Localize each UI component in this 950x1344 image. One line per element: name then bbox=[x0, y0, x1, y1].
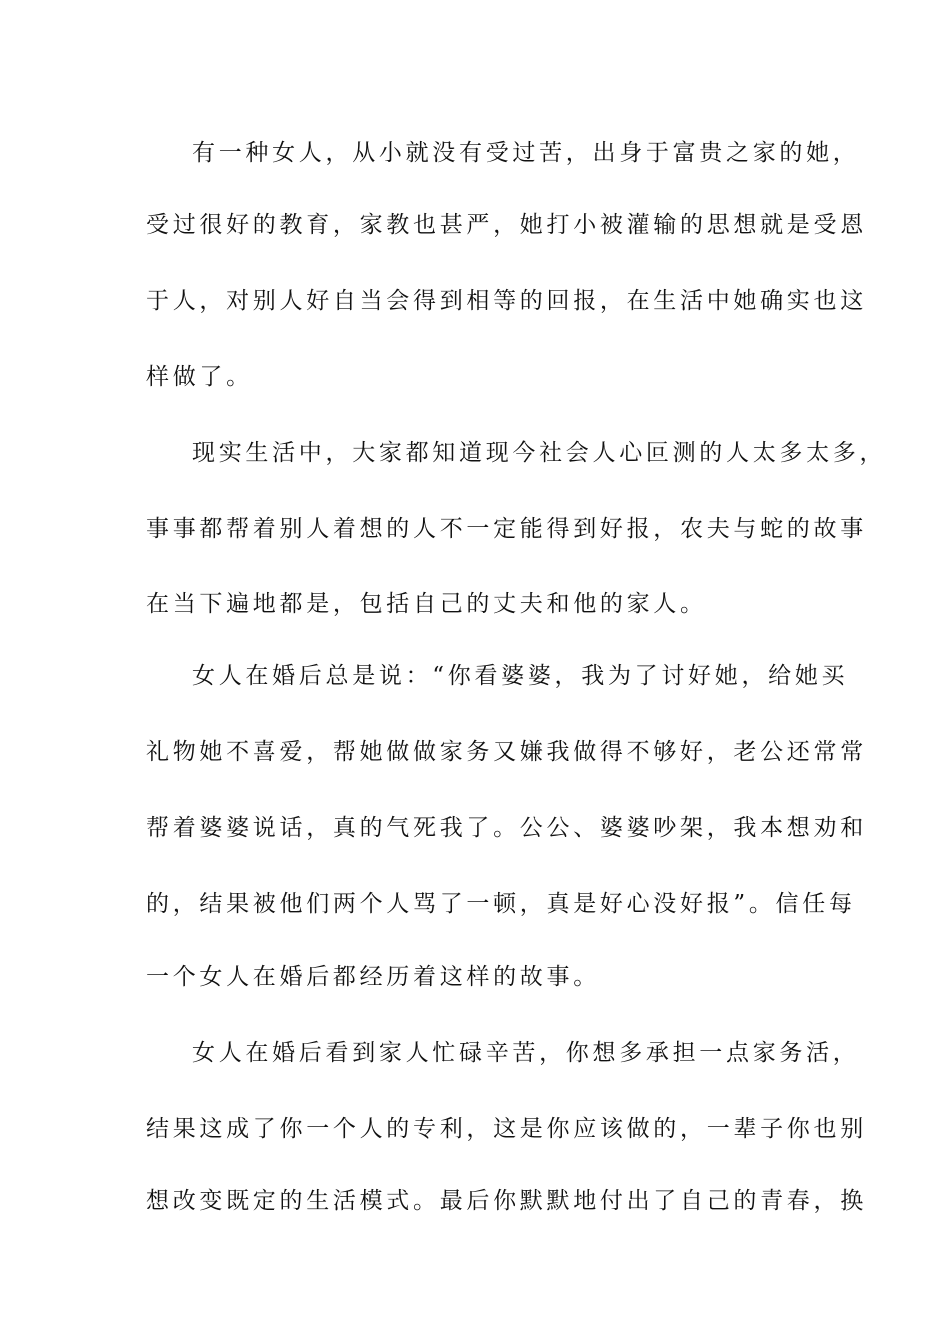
paragraph-3-line-3: 帮着婆婆说话，真的气死我了。公公、婆婆吵架，我本想劝和 bbox=[146, 815, 867, 841]
paragraph-2-line-3: 在当下遍地都是，包括自己的丈夫和他的家人。 bbox=[146, 591, 707, 617]
paragraph-1-line-2: 受过很好的教育，家教也甚严，她打小被灌输的思想就是受恩 bbox=[146, 212, 867, 238]
paragraph-2-line-2: 事事都帮着别人着想的人不一定能得到好报，农夫与蛇的故事 bbox=[146, 516, 867, 542]
paragraph-1-line-3: 于人，对别人好自当会得到相等的回报，在生活中她确实也这 bbox=[146, 288, 867, 314]
paragraph-3-line-4: 的，结果被他们两个人骂了一顿，真是好心没好报”。信任每 bbox=[146, 891, 856, 917]
paragraph-2-line-1: 现实生活中，大家都知道现今社会人心叵测的人太多太多， bbox=[192, 440, 887, 466]
paragraph-3-line-1: 女人在婚后总是说：“你看婆婆，我为了讨好她，给她买 bbox=[192, 663, 849, 689]
paragraph-4-line-2: 结果这成了你一个人的专利，这是你应该做的，一辈子你也别 bbox=[146, 1116, 867, 1142]
paragraph-3-line-5: 一个女人在婚后都经历着这样的故事。 bbox=[146, 964, 600, 990]
paragraph-1-line-4: 样做了。 bbox=[146, 364, 253, 390]
paragraph-3-line-2: 礼物她不喜爱，帮她做做家务又嫌我做得不够好，老公还常常 bbox=[146, 739, 867, 765]
paragraph-4-line-3: 想改变既定的生活模式。最后你默默地付出了自己的青春，换 bbox=[146, 1188, 867, 1214]
paragraph-4-line-1: 女人在婚后看到家人忙碌辛苦，你想多承担一点家务活， bbox=[192, 1040, 860, 1066]
paragraph-1-line-1: 有一种女人，从小就没有受过苦，出身于富贵之家的她， bbox=[192, 140, 860, 166]
